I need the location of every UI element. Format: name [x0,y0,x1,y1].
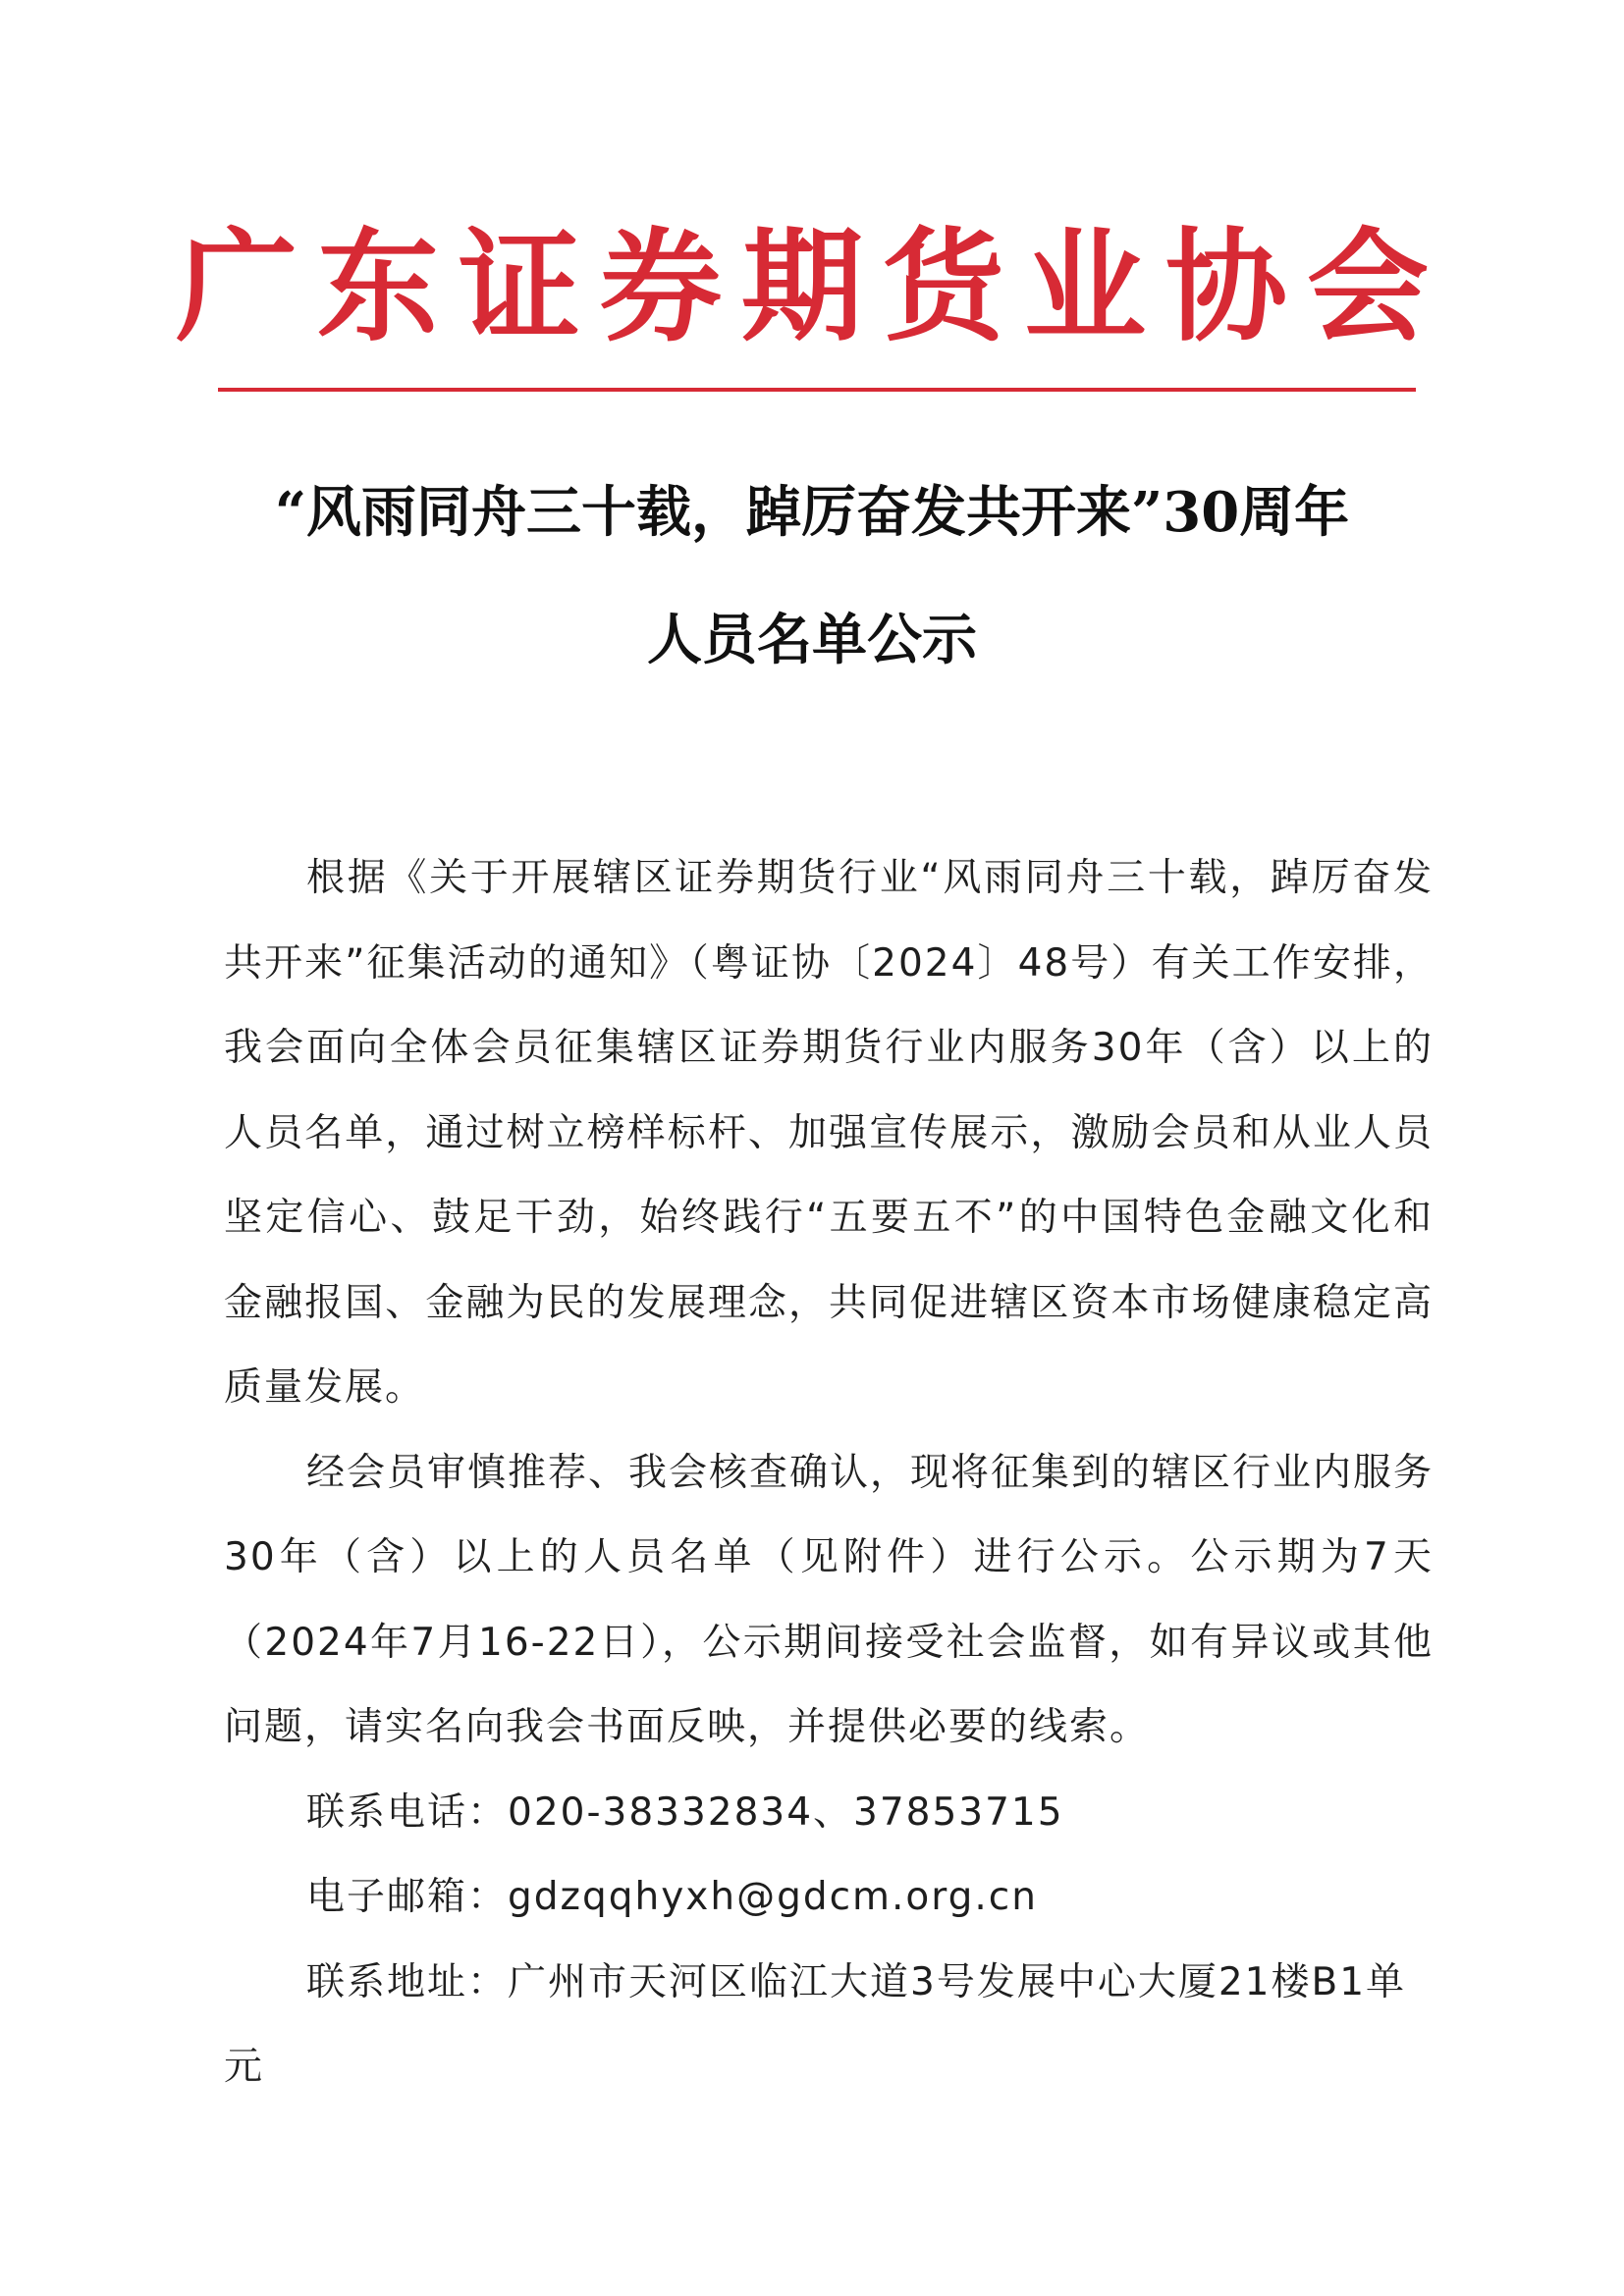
contact-email: 电子邮箱：gdzqqhyxh@gdcm.org.cn [306,1875,1038,1919]
document-title-line-2: 人员名单公示 [647,608,977,672]
document-body [224,836,1434,2110]
association-masthead: 广东证券期货业协会 [175,217,1448,358]
document-title-line-1: “风雨同舟三十载，踔厉奋发共开来”30周年 [274,480,1350,545]
masthead-divider [218,388,1416,392]
body-paragraph-1: 根据《关于开展辖区证券期货行业“风雨同舟三十载，踔厉奋发共开来”征集活动的通知》（粤证协〔2024〕48号）有关工作安排，我会面向全体会员征集辖区证券期货行业内服务30年（含）以上的人员名单，通过树立榜样标杆、加强宣传展示，激励会员和从业人员坚定信心、鼓足干劲，始终践行“五要五不”的中国特色金融文化和金融报国、金融为民的发展理念，共同促进辖区资本市场健康稳定高质量发展。 [224,856,1434,1410]
contact-address: 联系地址：广州市天河区临江大道3号发展中心大厦21楼B1单元 [224,1959,1407,2089]
contact-phone: 联系电话：020-38332834、37853715 [306,1789,1064,1835]
body-paragraph-2: 经会员审慎推荐、我会核查确认，现将征集到的辖区行业内服务30年（含）以上的人员名单（见附件）进行公示。公示期为7天（2024年7月16-22日），公示期间接受社会监督，如有异议或其他问题，请实名向我会书面反映，并提供必要的线索。 [224,1450,1435,1749]
